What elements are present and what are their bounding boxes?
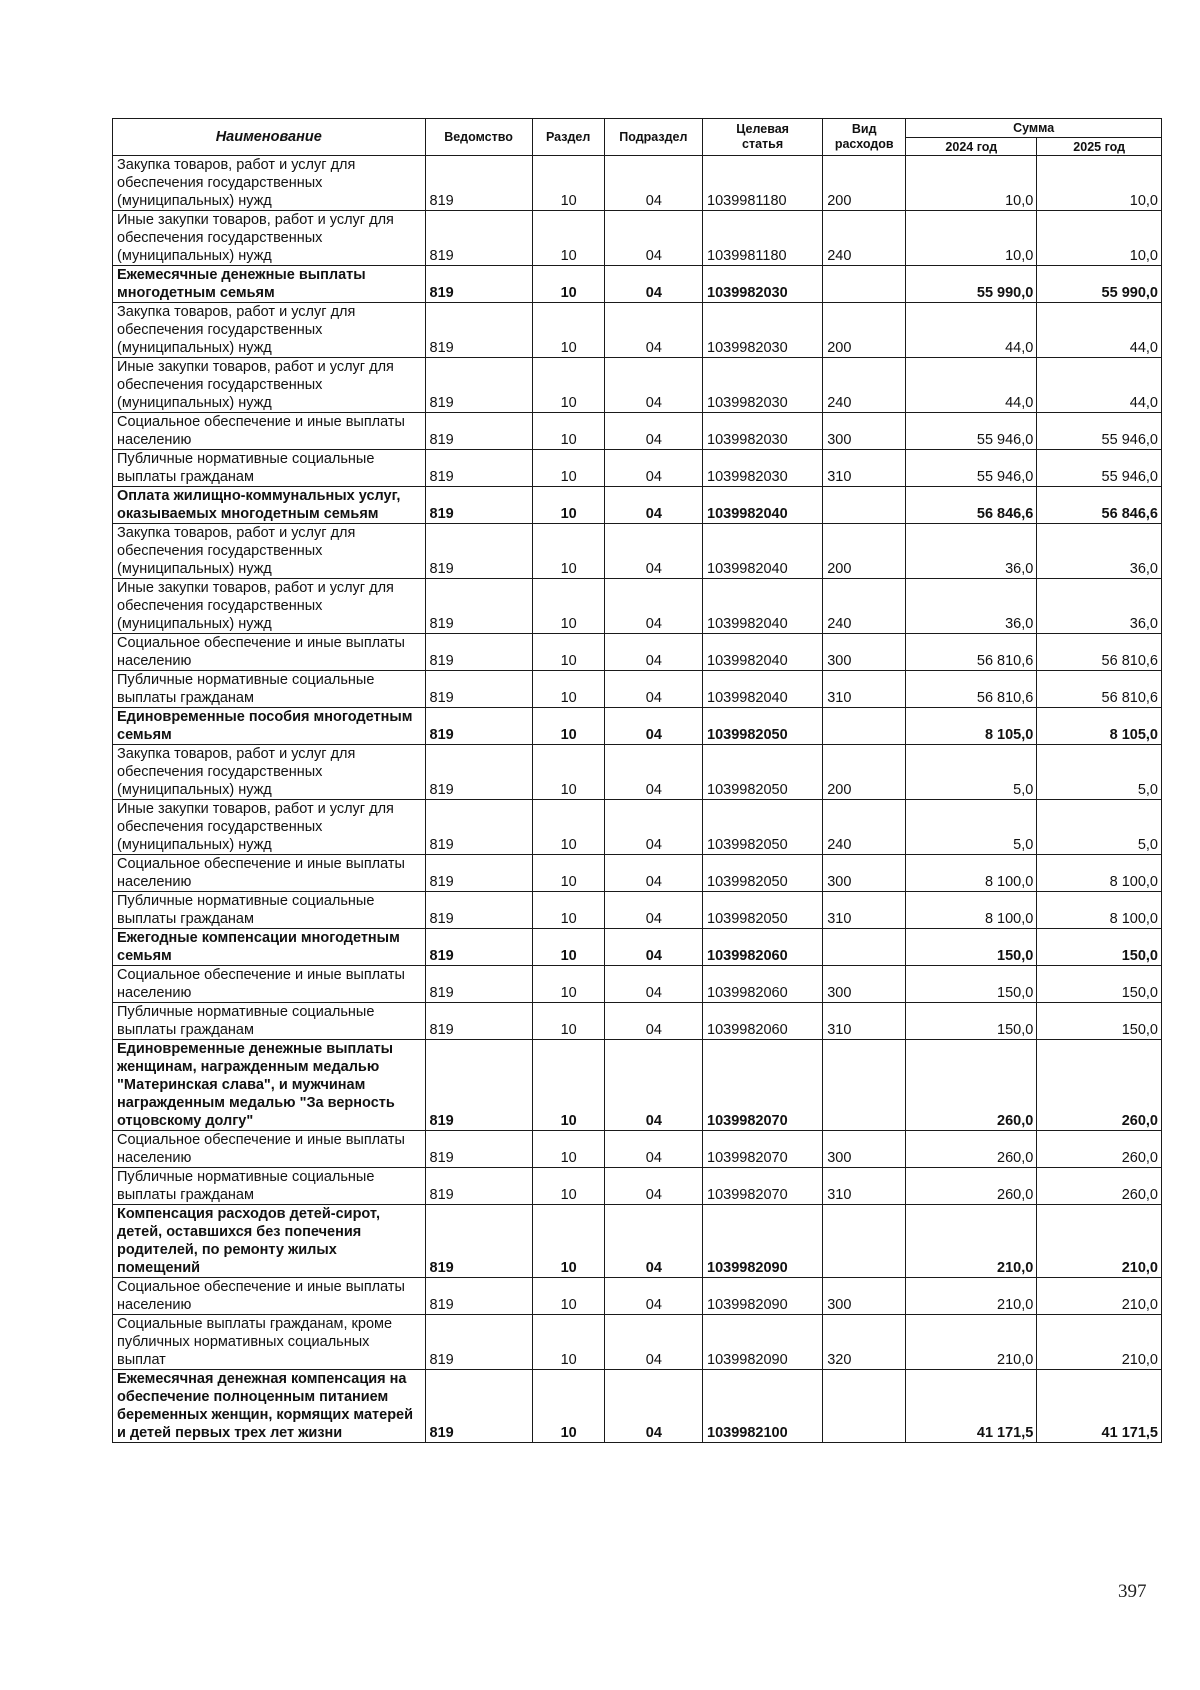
cell-subsection: 04 bbox=[604, 303, 702, 358]
cell-sum-2024: 210,0 bbox=[906, 1278, 1037, 1315]
cell-name: Иные закупки товаров, работ и услуг для обеспечения государственных (муниципальных) нужд bbox=[113, 579, 426, 634]
cell-department: 819 bbox=[425, 524, 532, 579]
cell-section: 10 bbox=[532, 450, 604, 487]
cell-section: 10 bbox=[532, 800, 604, 855]
header-year-2025: 2025 год bbox=[1037, 138, 1162, 156]
table-row bbox=[113, 413, 1162, 450]
cell-name: Публичные нормативные социальные выплаты гражданам bbox=[113, 1168, 426, 1205]
cell-department: 819 bbox=[425, 266, 532, 303]
cell-section: 10 bbox=[532, 1003, 604, 1040]
cell-sum-2024: 56 846,6 bbox=[906, 487, 1037, 524]
cell-expense-type: 310 bbox=[823, 1168, 906, 1205]
cell-department: 819 bbox=[425, 1278, 532, 1315]
header-name: Наименование bbox=[113, 119, 426, 156]
cell-subsection: 04 bbox=[604, 892, 702, 929]
cell-subsection: 04 bbox=[604, 966, 702, 1003]
budget-table bbox=[112, 118, 1162, 1443]
cell-department: 819 bbox=[425, 1168, 532, 1205]
cell-subsection: 04 bbox=[604, 929, 702, 966]
cell-sum-2025: 210,0 bbox=[1037, 1205, 1162, 1278]
cell-name: Закупка товаров, работ и услуг для обеспечения государственных (муниципальных) нужд bbox=[113, 303, 426, 358]
cell-expense-type: 200 bbox=[823, 524, 906, 579]
header-expense-line1: Вид bbox=[851, 122, 877, 136]
cell-sum-2024: 8 100,0 bbox=[906, 892, 1037, 929]
cell-name: Ежегодные компенсации многодетным семьям bbox=[113, 929, 426, 966]
cell-sum-2024: 260,0 bbox=[906, 1040, 1037, 1131]
cell-section: 10 bbox=[532, 156, 604, 211]
cell-name: Социальное обеспечение и иные выплаты населению bbox=[113, 1278, 426, 1315]
budget-sheet bbox=[112, 118, 1162, 1443]
cell-name: Публичные нормативные социальные выплаты гражданам bbox=[113, 1003, 426, 1040]
cell-sum-2025: 8 100,0 bbox=[1037, 855, 1162, 892]
cell-sum-2025: 55 946,0 bbox=[1037, 450, 1162, 487]
cell-department: 819 bbox=[425, 450, 532, 487]
cell-expense-type: 310 bbox=[823, 892, 906, 929]
cell-subsection: 04 bbox=[604, 1315, 702, 1370]
cell-section: 10 bbox=[532, 708, 604, 745]
cell-sum-2025: 44,0 bbox=[1037, 303, 1162, 358]
table-row bbox=[113, 450, 1162, 487]
cell-section: 10 bbox=[532, 745, 604, 800]
table-row bbox=[113, 929, 1162, 966]
cell-expense-type bbox=[823, 1370, 906, 1443]
header-subsection: Подраздел bbox=[604, 119, 702, 156]
cell-sum-2025: 41 171,5 bbox=[1037, 1370, 1162, 1443]
cell-target-article: 1039982100 bbox=[703, 1370, 823, 1443]
cell-target-article: 1039982090 bbox=[703, 1315, 823, 1370]
table-row bbox=[113, 1370, 1162, 1443]
cell-sum-2025: 36,0 bbox=[1037, 524, 1162, 579]
cell-section: 10 bbox=[532, 303, 604, 358]
cell-department: 819 bbox=[425, 211, 532, 266]
table-row bbox=[113, 1315, 1162, 1370]
cell-department: 819 bbox=[425, 671, 532, 708]
cell-sum-2024: 210,0 bbox=[906, 1315, 1037, 1370]
cell-section: 10 bbox=[532, 1370, 604, 1443]
cell-section: 10 bbox=[532, 1168, 604, 1205]
cell-department: 819 bbox=[425, 1131, 532, 1168]
cell-target-article: 1039982060 bbox=[703, 929, 823, 966]
cell-subsection: 04 bbox=[604, 671, 702, 708]
cell-sum-2025: 8 100,0 bbox=[1037, 892, 1162, 929]
table-row bbox=[113, 211, 1162, 266]
cell-subsection: 04 bbox=[604, 1205, 702, 1278]
table-row bbox=[113, 708, 1162, 745]
table-row bbox=[113, 487, 1162, 524]
cell-department: 819 bbox=[425, 579, 532, 634]
cell-sum-2025: 8 105,0 bbox=[1037, 708, 1162, 745]
cell-subsection: 04 bbox=[604, 800, 702, 855]
cell-sum-2024: 210,0 bbox=[906, 1205, 1037, 1278]
cell-expense-type: 200 bbox=[823, 745, 906, 800]
cell-expense-type: 240 bbox=[823, 211, 906, 266]
cell-sum-2025: 5,0 bbox=[1037, 745, 1162, 800]
cell-expense-type: 300 bbox=[823, 1278, 906, 1315]
cell-subsection: 04 bbox=[604, 358, 702, 413]
cell-sum-2024: 5,0 bbox=[906, 745, 1037, 800]
cell-department: 819 bbox=[425, 892, 532, 929]
cell-target-article: 1039982070 bbox=[703, 1168, 823, 1205]
cell-target-article: 1039982090 bbox=[703, 1278, 823, 1315]
table-row bbox=[113, 579, 1162, 634]
cell-subsection: 04 bbox=[604, 855, 702, 892]
table-row bbox=[113, 855, 1162, 892]
header-year-2024: 2024 год bbox=[906, 138, 1037, 156]
cell-name: Единовременные пособия многодетным семьям bbox=[113, 708, 426, 745]
cell-expense-type: 240 bbox=[823, 579, 906, 634]
table-body bbox=[113, 156, 1162, 1443]
cell-section: 10 bbox=[532, 1315, 604, 1370]
cell-name: Закупка товаров, работ и услуг для обеспечения государственных (муниципальных) нужд bbox=[113, 745, 426, 800]
header-expense-line2: расходов bbox=[834, 137, 894, 151]
cell-name: Закупка товаров, работ и услуг для обеспечения государственных (муниципальных) нужд bbox=[113, 524, 426, 579]
cell-sum-2024: 56 810,6 bbox=[906, 634, 1037, 671]
cell-department: 819 bbox=[425, 413, 532, 450]
cell-department: 819 bbox=[425, 1205, 532, 1278]
cell-subsection: 04 bbox=[604, 1370, 702, 1443]
cell-name: Социальное обеспечение и иные выплаты населению bbox=[113, 855, 426, 892]
cell-expense-type: 310 bbox=[823, 671, 906, 708]
table-row bbox=[113, 671, 1162, 708]
cell-target-article: 1039981180 bbox=[703, 211, 823, 266]
cell-expense-type bbox=[823, 1205, 906, 1278]
cell-sum-2024: 56 810,6 bbox=[906, 671, 1037, 708]
cell-sum-2024: 41 171,5 bbox=[906, 1370, 1037, 1443]
cell-sum-2024: 10,0 bbox=[906, 211, 1037, 266]
cell-department: 819 bbox=[425, 745, 532, 800]
cell-sum-2025: 55 990,0 bbox=[1037, 266, 1162, 303]
cell-expense-type bbox=[823, 1040, 906, 1131]
cell-target-article: 1039982050 bbox=[703, 745, 823, 800]
cell-sum-2025: 210,0 bbox=[1037, 1278, 1162, 1315]
table-header bbox=[113, 119, 1162, 156]
header-expense-type bbox=[823, 119, 906, 156]
cell-expense-type: 300 bbox=[823, 1131, 906, 1168]
cell-department: 819 bbox=[425, 929, 532, 966]
cell-expense-type: 300 bbox=[823, 634, 906, 671]
cell-department: 819 bbox=[425, 156, 532, 211]
cell-target-article: 1039982040 bbox=[703, 671, 823, 708]
cell-name: Публичные нормативные социальные выплаты гражданам bbox=[113, 892, 426, 929]
cell-expense-type bbox=[823, 708, 906, 745]
cell-sum-2024: 36,0 bbox=[906, 579, 1037, 634]
cell-sum-2025: 5,0 bbox=[1037, 800, 1162, 855]
cell-department: 819 bbox=[425, 855, 532, 892]
cell-target-article: 1039982040 bbox=[703, 487, 823, 524]
cell-sum-2025: 260,0 bbox=[1037, 1131, 1162, 1168]
table-row bbox=[113, 358, 1162, 413]
cell-section: 10 bbox=[532, 929, 604, 966]
cell-expense-type bbox=[823, 929, 906, 966]
cell-subsection: 04 bbox=[604, 413, 702, 450]
cell-subsection: 04 bbox=[604, 524, 702, 579]
cell-target-article: 1039982030 bbox=[703, 303, 823, 358]
cell-sum-2025: 56 810,6 bbox=[1037, 634, 1162, 671]
cell-subsection: 04 bbox=[604, 579, 702, 634]
header-target-line2: статья bbox=[742, 137, 784, 151]
cell-target-article: 1039982030 bbox=[703, 358, 823, 413]
cell-name: Ежемесячная денежная компенсация на обеспечение полноценным питанием беременных женщин, кормящих матерей и детей первых трех лет жизни bbox=[113, 1370, 426, 1443]
header-department: Ведомство bbox=[425, 119, 532, 156]
cell-target-article: 1039982050 bbox=[703, 892, 823, 929]
cell-sum-2024: 44,0 bbox=[906, 303, 1037, 358]
table-row bbox=[113, 1040, 1162, 1131]
cell-expense-type: 240 bbox=[823, 358, 906, 413]
cell-name: Социальное обеспечение и иные выплаты населению bbox=[113, 1131, 426, 1168]
cell-sum-2024: 150,0 bbox=[906, 929, 1037, 966]
cell-sum-2024: 55 990,0 bbox=[906, 266, 1037, 303]
header-sum: Сумма bbox=[906, 119, 1162, 138]
cell-target-article: 1039982050 bbox=[703, 800, 823, 855]
cell-name: Оплата жилищно-коммунальных услуг, оказываемых многодетным семьям bbox=[113, 487, 426, 524]
cell-sum-2024: 44,0 bbox=[906, 358, 1037, 413]
cell-sum-2025: 210,0 bbox=[1037, 1315, 1162, 1370]
cell-name: Единовременные денежные выплаты женщинам, награжденным медалью "Материнская слава", и мужчинам награжденным медалью "За верность отцовскому долгу" bbox=[113, 1040, 426, 1131]
cell-sum-2024: 150,0 bbox=[906, 1003, 1037, 1040]
cell-section: 10 bbox=[532, 413, 604, 450]
header-target-article bbox=[703, 119, 823, 156]
cell-section: 10 bbox=[532, 266, 604, 303]
cell-target-article: 1039982030 bbox=[703, 413, 823, 450]
cell-section: 10 bbox=[532, 634, 604, 671]
table-row bbox=[113, 745, 1162, 800]
cell-target-article: 1039982030 bbox=[703, 450, 823, 487]
cell-department: 819 bbox=[425, 358, 532, 413]
table-row bbox=[113, 156, 1162, 211]
cell-sum-2024: 36,0 bbox=[906, 524, 1037, 579]
cell-department: 819 bbox=[425, 1315, 532, 1370]
cell-sum-2025: 56 846,6 bbox=[1037, 487, 1162, 524]
cell-sum-2025: 260,0 bbox=[1037, 1168, 1162, 1205]
cell-sum-2025: 150,0 bbox=[1037, 966, 1162, 1003]
cell-target-article: 1039982030 bbox=[703, 266, 823, 303]
cell-sum-2025: 10,0 bbox=[1037, 211, 1162, 266]
cell-section: 10 bbox=[532, 211, 604, 266]
cell-section: 10 bbox=[532, 855, 604, 892]
cell-name: Социальное обеспечение и иные выплаты населению bbox=[113, 634, 426, 671]
cell-sum-2024: 5,0 bbox=[906, 800, 1037, 855]
table-row bbox=[113, 800, 1162, 855]
table-row bbox=[113, 1003, 1162, 1040]
cell-expense-type: 300 bbox=[823, 413, 906, 450]
cell-subsection: 04 bbox=[604, 487, 702, 524]
cell-expense-type: 300 bbox=[823, 855, 906, 892]
cell-section: 10 bbox=[532, 671, 604, 708]
cell-name: Социальное обеспечение и иные выплаты населению bbox=[113, 966, 426, 1003]
cell-section: 10 bbox=[532, 966, 604, 1003]
table-row bbox=[113, 303, 1162, 358]
cell-sum-2025: 260,0 bbox=[1037, 1040, 1162, 1131]
cell-section: 10 bbox=[532, 524, 604, 579]
cell-department: 819 bbox=[425, 708, 532, 745]
cell-sum-2025: 56 810,6 bbox=[1037, 671, 1162, 708]
cell-expense-type: 240 bbox=[823, 800, 906, 855]
cell-target-article: 1039982060 bbox=[703, 1003, 823, 1040]
cell-name: Иные закупки товаров, работ и услуг для обеспечения государственных (муниципальных) нужд bbox=[113, 211, 426, 266]
cell-target-article: 1039982040 bbox=[703, 634, 823, 671]
cell-sum-2025: 10,0 bbox=[1037, 156, 1162, 211]
cell-section: 10 bbox=[532, 579, 604, 634]
cell-target-article: 1039982050 bbox=[703, 708, 823, 745]
page-number: 397 bbox=[1118, 1581, 1147, 1602]
cell-subsection: 04 bbox=[604, 745, 702, 800]
cell-section: 10 bbox=[532, 1131, 604, 1168]
cell-department: 819 bbox=[425, 966, 532, 1003]
cell-sum-2025: 44,0 bbox=[1037, 358, 1162, 413]
cell-target-article: 1039982070 bbox=[703, 1040, 823, 1131]
cell-subsection: 04 bbox=[604, 450, 702, 487]
cell-subsection: 04 bbox=[604, 1168, 702, 1205]
cell-target-article: 1039982040 bbox=[703, 524, 823, 579]
cell-expense-type bbox=[823, 266, 906, 303]
table-row bbox=[113, 966, 1162, 1003]
cell-name: Публичные нормативные социальные выплаты гражданам bbox=[113, 671, 426, 708]
cell-target-article: 1039982090 bbox=[703, 1205, 823, 1278]
cell-name: Социальное обеспечение и иные выплаты населению bbox=[113, 413, 426, 450]
cell-department: 819 bbox=[425, 1040, 532, 1131]
cell-expense-type: 320 bbox=[823, 1315, 906, 1370]
header-section: Раздел bbox=[532, 119, 604, 156]
cell-sum-2025: 36,0 bbox=[1037, 579, 1162, 634]
table-row bbox=[113, 1168, 1162, 1205]
cell-subsection: 04 bbox=[604, 266, 702, 303]
cell-subsection: 04 bbox=[604, 1040, 702, 1131]
cell-subsection: 04 bbox=[604, 1003, 702, 1040]
table-row bbox=[113, 1205, 1162, 1278]
cell-sum-2025: 55 946,0 bbox=[1037, 413, 1162, 450]
table-row bbox=[113, 266, 1162, 303]
cell-section: 10 bbox=[532, 1205, 604, 1278]
cell-sum-2024: 8 100,0 bbox=[906, 855, 1037, 892]
cell-expense-type: 300 bbox=[823, 966, 906, 1003]
cell-expense-type: 200 bbox=[823, 303, 906, 358]
cell-expense-type: 310 bbox=[823, 1003, 906, 1040]
cell-expense-type: 200 bbox=[823, 156, 906, 211]
cell-section: 10 bbox=[532, 487, 604, 524]
cell-name: Публичные нормативные социальные выплаты гражданам bbox=[113, 450, 426, 487]
cell-sum-2024: 10,0 bbox=[906, 156, 1037, 211]
cell-department: 819 bbox=[425, 1003, 532, 1040]
cell-sum-2024: 55 946,0 bbox=[906, 413, 1037, 450]
cell-target-article: 1039982050 bbox=[703, 855, 823, 892]
cell-department: 819 bbox=[425, 800, 532, 855]
cell-sum-2025: 150,0 bbox=[1037, 1003, 1162, 1040]
cell-subsection: 04 bbox=[604, 211, 702, 266]
cell-sum-2024: 260,0 bbox=[906, 1168, 1037, 1205]
cell-sum-2024: 150,0 bbox=[906, 966, 1037, 1003]
cell-target-article: 1039982060 bbox=[703, 966, 823, 1003]
cell-subsection: 04 bbox=[604, 156, 702, 211]
cell-target-article: 1039982070 bbox=[703, 1131, 823, 1168]
cell-section: 10 bbox=[532, 1040, 604, 1131]
cell-sum-2024: 55 946,0 bbox=[906, 450, 1037, 487]
cell-name: Ежемесячные денежные выплаты многодетным семьям bbox=[113, 266, 426, 303]
cell-sum-2024: 8 105,0 bbox=[906, 708, 1037, 745]
cell-target-article: 1039981180 bbox=[703, 156, 823, 211]
cell-section: 10 bbox=[532, 892, 604, 929]
cell-name: Иные закупки товаров, работ и услуг для обеспечения государственных (муниципальных) нужд bbox=[113, 358, 426, 413]
cell-subsection: 04 bbox=[604, 634, 702, 671]
header-target-line1: Целевая bbox=[736, 122, 789, 136]
cell-subsection: 04 bbox=[604, 708, 702, 745]
cell-sum-2024: 260,0 bbox=[906, 1131, 1037, 1168]
table-row bbox=[113, 1278, 1162, 1315]
cell-department: 819 bbox=[425, 303, 532, 358]
cell-name: Компенсация расходов детей-сирот, детей, оставшихся без попечения родителей, по ремонту жилых помещений bbox=[113, 1205, 426, 1278]
cell-subsection: 04 bbox=[604, 1278, 702, 1315]
cell-department: 819 bbox=[425, 1370, 532, 1443]
cell-name: Иные закупки товаров, работ и услуг для обеспечения государственных (муниципальных) нужд bbox=[113, 800, 426, 855]
cell-department: 819 bbox=[425, 634, 532, 671]
table-row bbox=[113, 524, 1162, 579]
cell-department: 819 bbox=[425, 487, 532, 524]
cell-subsection: 04 bbox=[604, 1131, 702, 1168]
cell-name: Социальные выплаты гражданам, кроме публичных нормативных социальных выплат bbox=[113, 1315, 426, 1370]
table-row bbox=[113, 1131, 1162, 1168]
cell-section: 10 bbox=[532, 358, 604, 413]
cell-expense-type: 310 bbox=[823, 450, 906, 487]
table-row bbox=[113, 892, 1162, 929]
table-row bbox=[113, 634, 1162, 671]
cell-expense-type bbox=[823, 487, 906, 524]
cell-target-article: 1039982040 bbox=[703, 579, 823, 634]
cell-section: 10 bbox=[532, 1278, 604, 1315]
cell-sum-2025: 150,0 bbox=[1037, 929, 1162, 966]
cell-name: Закупка товаров, работ и услуг для обеспечения государственных (муниципальных) нужд bbox=[113, 156, 426, 211]
